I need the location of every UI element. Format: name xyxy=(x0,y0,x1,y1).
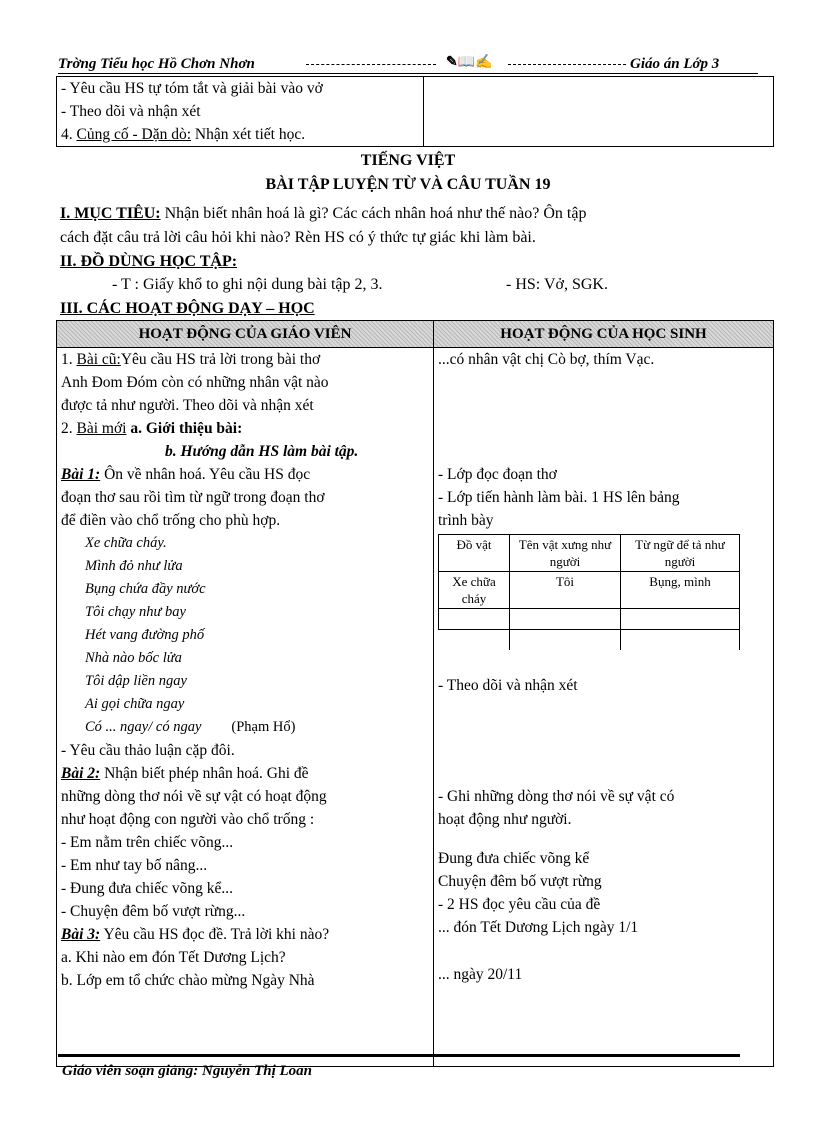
header-rule xyxy=(58,73,758,74)
header-dots xyxy=(508,64,626,65)
inner-cell xyxy=(510,609,621,630)
poem-line: Mình đỏ như lửa xyxy=(85,558,183,574)
poem-line: Bụng chứa đầy nước xyxy=(85,581,206,597)
text-line: - Lớp đọc đoạn thơ xyxy=(438,466,557,483)
materials-teacher: - T : Giấy khổ to ghi nội dung bài tập 2, 3. xyxy=(112,276,383,293)
text-line: b. Lớp em tổ chức chào mừng Ngày Nhà xyxy=(61,972,315,989)
inner-header: Đồ vật xyxy=(439,535,510,572)
text-line: - Em như tay bố nâng... xyxy=(61,857,208,874)
inner-cell xyxy=(510,630,621,651)
text-line: 1. Bài cũ:Yêu cầu HS trả lời trong bài thơ xyxy=(61,351,321,368)
inner-cell: Tôi xyxy=(510,572,621,609)
activities-table xyxy=(56,320,774,1067)
teacher-column xyxy=(57,348,434,1067)
page-header xyxy=(58,54,758,78)
text-line: Bài 3: Yêu cầu HS đọc đề. Trả lời khi nào? xyxy=(61,926,330,943)
inner-cell xyxy=(621,609,740,630)
teacher-header: HOẠT ĐỘNG CỦA GIÁO VIÊN xyxy=(57,321,434,348)
text-line: a. Khi nào em đón Tết Dương Lịch? xyxy=(61,949,286,966)
subject-title: TIẾNG VIỆT xyxy=(360,152,456,169)
poem-line: Xe chữa cháy. xyxy=(85,535,167,551)
objective: I. MỤC TIÊU: Nhận biết nhân hoá là gì? Các cách nhân hoá như thế nào? Ôn tập xyxy=(60,205,587,222)
text-line: - Ghi những dòng thơ nói về sự vật có xyxy=(438,788,675,805)
text-line: 4. Củng cố - Dặn dò: Nhận xét tiết học. xyxy=(61,126,306,143)
text-line: ... đón Tết Dương Lịch ngày 1/1 xyxy=(438,919,639,936)
text-line: - Đung đưa chiếc võng kể... xyxy=(61,880,233,897)
text-line: 2. Bài mới a. Giới thiệu bài: xyxy=(61,420,243,437)
materials-heading: II. ĐỒ DÙNG HỌC TẬP: xyxy=(60,253,238,270)
poem-line: Có ... ngay/ có ngay (Phạm Hổ) xyxy=(85,719,296,735)
text-line: - Yêu cầu HS tự tóm tắt và giải bài vào vở xyxy=(61,80,323,97)
materials-student: - HS: Vở, SGK. xyxy=(506,276,608,293)
text-line: những dòng thơ nói về sự vật có hoạt động xyxy=(61,788,327,805)
inner-cell: Xe chữa cháy xyxy=(439,572,510,609)
student-column xyxy=(434,348,774,1067)
inner-cell xyxy=(439,609,510,630)
inner-cell xyxy=(621,630,740,651)
poem-line: Tôi chạy như bay xyxy=(85,604,186,620)
text-line: - Chuyện đêm bố vượt rừng... xyxy=(61,903,246,920)
poem-line: Ai gọi chữa ngay xyxy=(85,696,185,712)
text-line: ...có nhân vật chị Cò bợ, thím Vạc. xyxy=(438,351,655,368)
poem-line: Nhà nào bốc lửa xyxy=(85,650,182,666)
text-line: Bài 1: Ôn về nhân hoá. Yêu cầu HS đọc xyxy=(61,466,311,483)
continued-table xyxy=(56,76,774,147)
text-line: để điền vào chổ trống cho phù hợp. xyxy=(61,512,281,529)
teacher-name: Giáo viên soạn giảng: Nguyễn Thị Loan xyxy=(62,1063,313,1079)
continued-cell xyxy=(57,77,424,147)
inner-header: Tên vật xưng như người xyxy=(510,535,621,572)
poem-line: Tôi dập liền ngay xyxy=(85,673,187,689)
page-footer xyxy=(58,1054,740,1079)
text-line: trình bày xyxy=(438,512,494,529)
student-header: HOẠT ĐỘNG CỦA HỌC SINH xyxy=(434,321,774,348)
poem-line: Hét vang đường phố xyxy=(85,627,205,643)
text-line: Anh Đom Đóm còn có những nhân vật nào xyxy=(61,374,329,391)
text-line: - Theo dõi và nhận xét xyxy=(438,677,578,694)
text-line: ... ngày 20/11 xyxy=(438,966,523,983)
text-line: được tả như người. Theo dõi và nhận xét xyxy=(61,397,314,414)
poem xyxy=(61,532,429,739)
plan-label: Giáo án Lớp 3 xyxy=(630,56,720,72)
text-line: như hoạt động con người vào chổ trống : xyxy=(61,811,315,828)
text-line: - Theo dõi và nhận xét xyxy=(61,103,201,120)
answer-table xyxy=(438,534,740,650)
text-line: - 2 HS đọc yêu cầu của đề xyxy=(438,896,601,913)
text-line: Đung đưa chiếc võng kể xyxy=(438,850,590,867)
text-line: đoạn thơ sau rồi tìm từ ngữ trong đoạn thơ xyxy=(61,489,325,506)
lesson-title: BÀI TẬP LUYỆN TỪ VÀ CÂU TUẦN 19 xyxy=(265,176,551,193)
text-line: - Em nằm trên chiếc võng... xyxy=(61,834,234,851)
header-dots xyxy=(306,64,436,65)
empty-cell xyxy=(424,77,774,147)
text-line: - Yêu cầu thảo luận cặp đôi. xyxy=(61,742,235,759)
text-line: Bài 2: Nhận biết phép nhân hoá. Ghi đề xyxy=(61,765,309,782)
inner-header: Từ ngữ để tả như người xyxy=(621,535,740,572)
activities-heading: III. CÁC HOẠT ĐỘNG DẠY – HỌC xyxy=(60,300,315,317)
text-line: b. Hướng dẫn HS làm bài tập. xyxy=(165,443,359,460)
text-line: - Lớp tiến hành làm bài. 1 HS lên bảng xyxy=(438,489,680,506)
inner-cell xyxy=(439,630,510,651)
inner-cell: Bụng, mình xyxy=(621,572,740,609)
objective-cont: cách đặt câu trả lời câu hỏi khi nào? Rèn HS có ý thức tự giác khi làm bài. xyxy=(60,229,536,246)
text-line: Chuyện đêm bố vượt rừng xyxy=(438,873,602,890)
text-line: hoạt động như người. xyxy=(438,811,572,828)
school-name: Trờng Tiểu học Hồ Chơn Nhơn xyxy=(58,56,255,72)
header-ornament: ✎📖✍ xyxy=(446,55,493,70)
